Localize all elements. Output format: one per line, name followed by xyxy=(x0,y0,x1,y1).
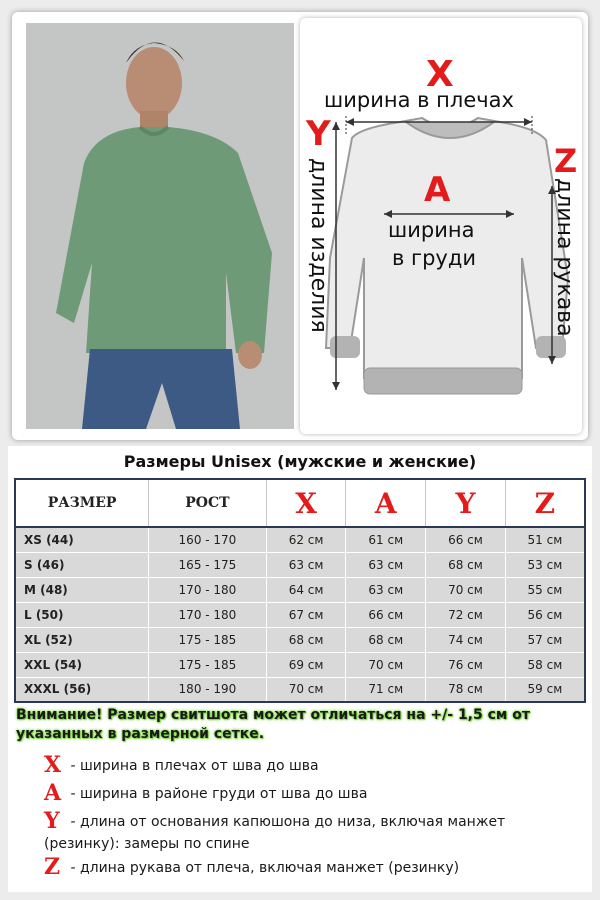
legend-letter-x: X xyxy=(44,752,62,778)
cell-a: 63 см xyxy=(346,577,426,602)
cell-y: 78 см xyxy=(426,677,506,702)
a-label-line2: в груди xyxy=(392,246,477,270)
table-row xyxy=(15,577,585,602)
cell-z: 55 см xyxy=(505,577,585,602)
cell-x: 63 см xyxy=(266,552,346,577)
cell-y: 70 см xyxy=(426,577,506,602)
legend-text-y: - длина от основания капюшона до низа, включая манжет (резинку): замеры по спине xyxy=(44,814,506,852)
cell-x: 67 см xyxy=(266,602,346,627)
cell-height: 175 - 185 xyxy=(149,652,267,677)
legend-item-y xyxy=(44,810,584,855)
table-row xyxy=(15,527,585,552)
cell-a: 66 см xyxy=(346,602,426,627)
cell-x: 68 см xyxy=(266,627,346,652)
cell-height: 170 - 180 xyxy=(149,602,267,627)
x-label: ширина в плечах xyxy=(324,88,514,112)
cell-size: S (46) xyxy=(15,552,149,577)
table-row xyxy=(15,602,585,627)
cell-a: 70 см xyxy=(346,652,426,677)
cell-z: 56 см xyxy=(505,602,585,627)
cell-z: 53 см xyxy=(505,552,585,577)
z-letter: Z xyxy=(554,142,578,180)
cell-y: 68 см xyxy=(426,552,506,577)
cell-size: XS (44) xyxy=(15,527,149,552)
cell-x: 69 см xyxy=(266,652,346,677)
cell-z: 57 см xyxy=(505,627,585,652)
y-label: длина изделия xyxy=(306,158,331,333)
header-x: X xyxy=(266,479,346,527)
cell-height: 175 - 185 xyxy=(149,627,267,652)
header-a: A xyxy=(346,479,426,527)
cell-x: 64 см xyxy=(266,577,346,602)
cell-size: M (48) xyxy=(15,577,149,602)
legend-letter-y: Y xyxy=(44,808,60,834)
header-size: РАЗМЕР xyxy=(15,479,149,527)
table-row xyxy=(15,627,585,652)
legend-letter-a: A xyxy=(44,780,62,806)
size-diagram xyxy=(300,18,582,434)
header-z: Z xyxy=(505,479,585,527)
cell-z: 51 см xyxy=(505,527,585,552)
cell-height: 160 - 170 xyxy=(149,527,267,552)
legend-item-x xyxy=(44,754,584,777)
legend-text-x: - ширина в плечах от шва до шва xyxy=(66,758,319,774)
cell-height: 170 - 180 xyxy=(149,577,267,602)
z-label: длина рукава xyxy=(552,178,577,337)
cell-height: 165 - 175 xyxy=(149,552,267,577)
cell-a: 71 см xyxy=(346,677,426,702)
table-row xyxy=(15,552,585,577)
cell-x: 70 см xyxy=(266,677,346,702)
model-illustration xyxy=(26,23,294,429)
cell-y: 74 см xyxy=(426,627,506,652)
cell-size: L (50) xyxy=(15,602,149,627)
header-height: РОСТ xyxy=(149,479,267,527)
cell-z: 59 см xyxy=(505,677,585,702)
cell-z: 58 см xyxy=(505,652,585,677)
y-letter: Y xyxy=(306,114,331,154)
header-y: Y xyxy=(426,479,506,527)
cell-y: 66 см xyxy=(426,527,506,552)
model-photo xyxy=(26,23,294,429)
cell-y: 76 см xyxy=(426,652,506,677)
cell-a: 61 см xyxy=(346,527,426,552)
cell-y: 72 см xyxy=(426,602,506,627)
cell-height: 180 - 190 xyxy=(149,677,267,702)
x-letter: X xyxy=(426,54,454,95)
legend-text-z: - длина рукава от плеча, включая манжет (резинку) xyxy=(66,860,460,876)
table-header-row xyxy=(15,479,585,527)
cell-a: 68 см xyxy=(346,627,426,652)
a-letter: A xyxy=(424,170,451,210)
legend-item-z xyxy=(44,856,584,879)
cell-x: 62 см xyxy=(266,527,346,552)
a-label-line1: ширина xyxy=(388,218,475,242)
table-row xyxy=(15,677,585,702)
cell-size: XL (52) xyxy=(15,627,149,652)
cell-size: XXL (54) xyxy=(15,652,149,677)
table-row xyxy=(15,652,585,677)
legend-text-a: - ширина в районе груди от шва до шва xyxy=(66,786,368,802)
table-title: Размеры Unisex (мужские и женские) xyxy=(123,452,477,471)
size-warning: Внимание! Размер свитшота может отличаться на +/- 1,5 см от указанных в размерной сетке. xyxy=(16,707,530,742)
cell-a: 63 см xyxy=(346,552,426,577)
size-table xyxy=(14,478,586,703)
legend-letter-z: Z xyxy=(44,854,61,880)
legend-item-a xyxy=(44,782,584,805)
cell-size: XXXL (56) xyxy=(15,677,149,702)
